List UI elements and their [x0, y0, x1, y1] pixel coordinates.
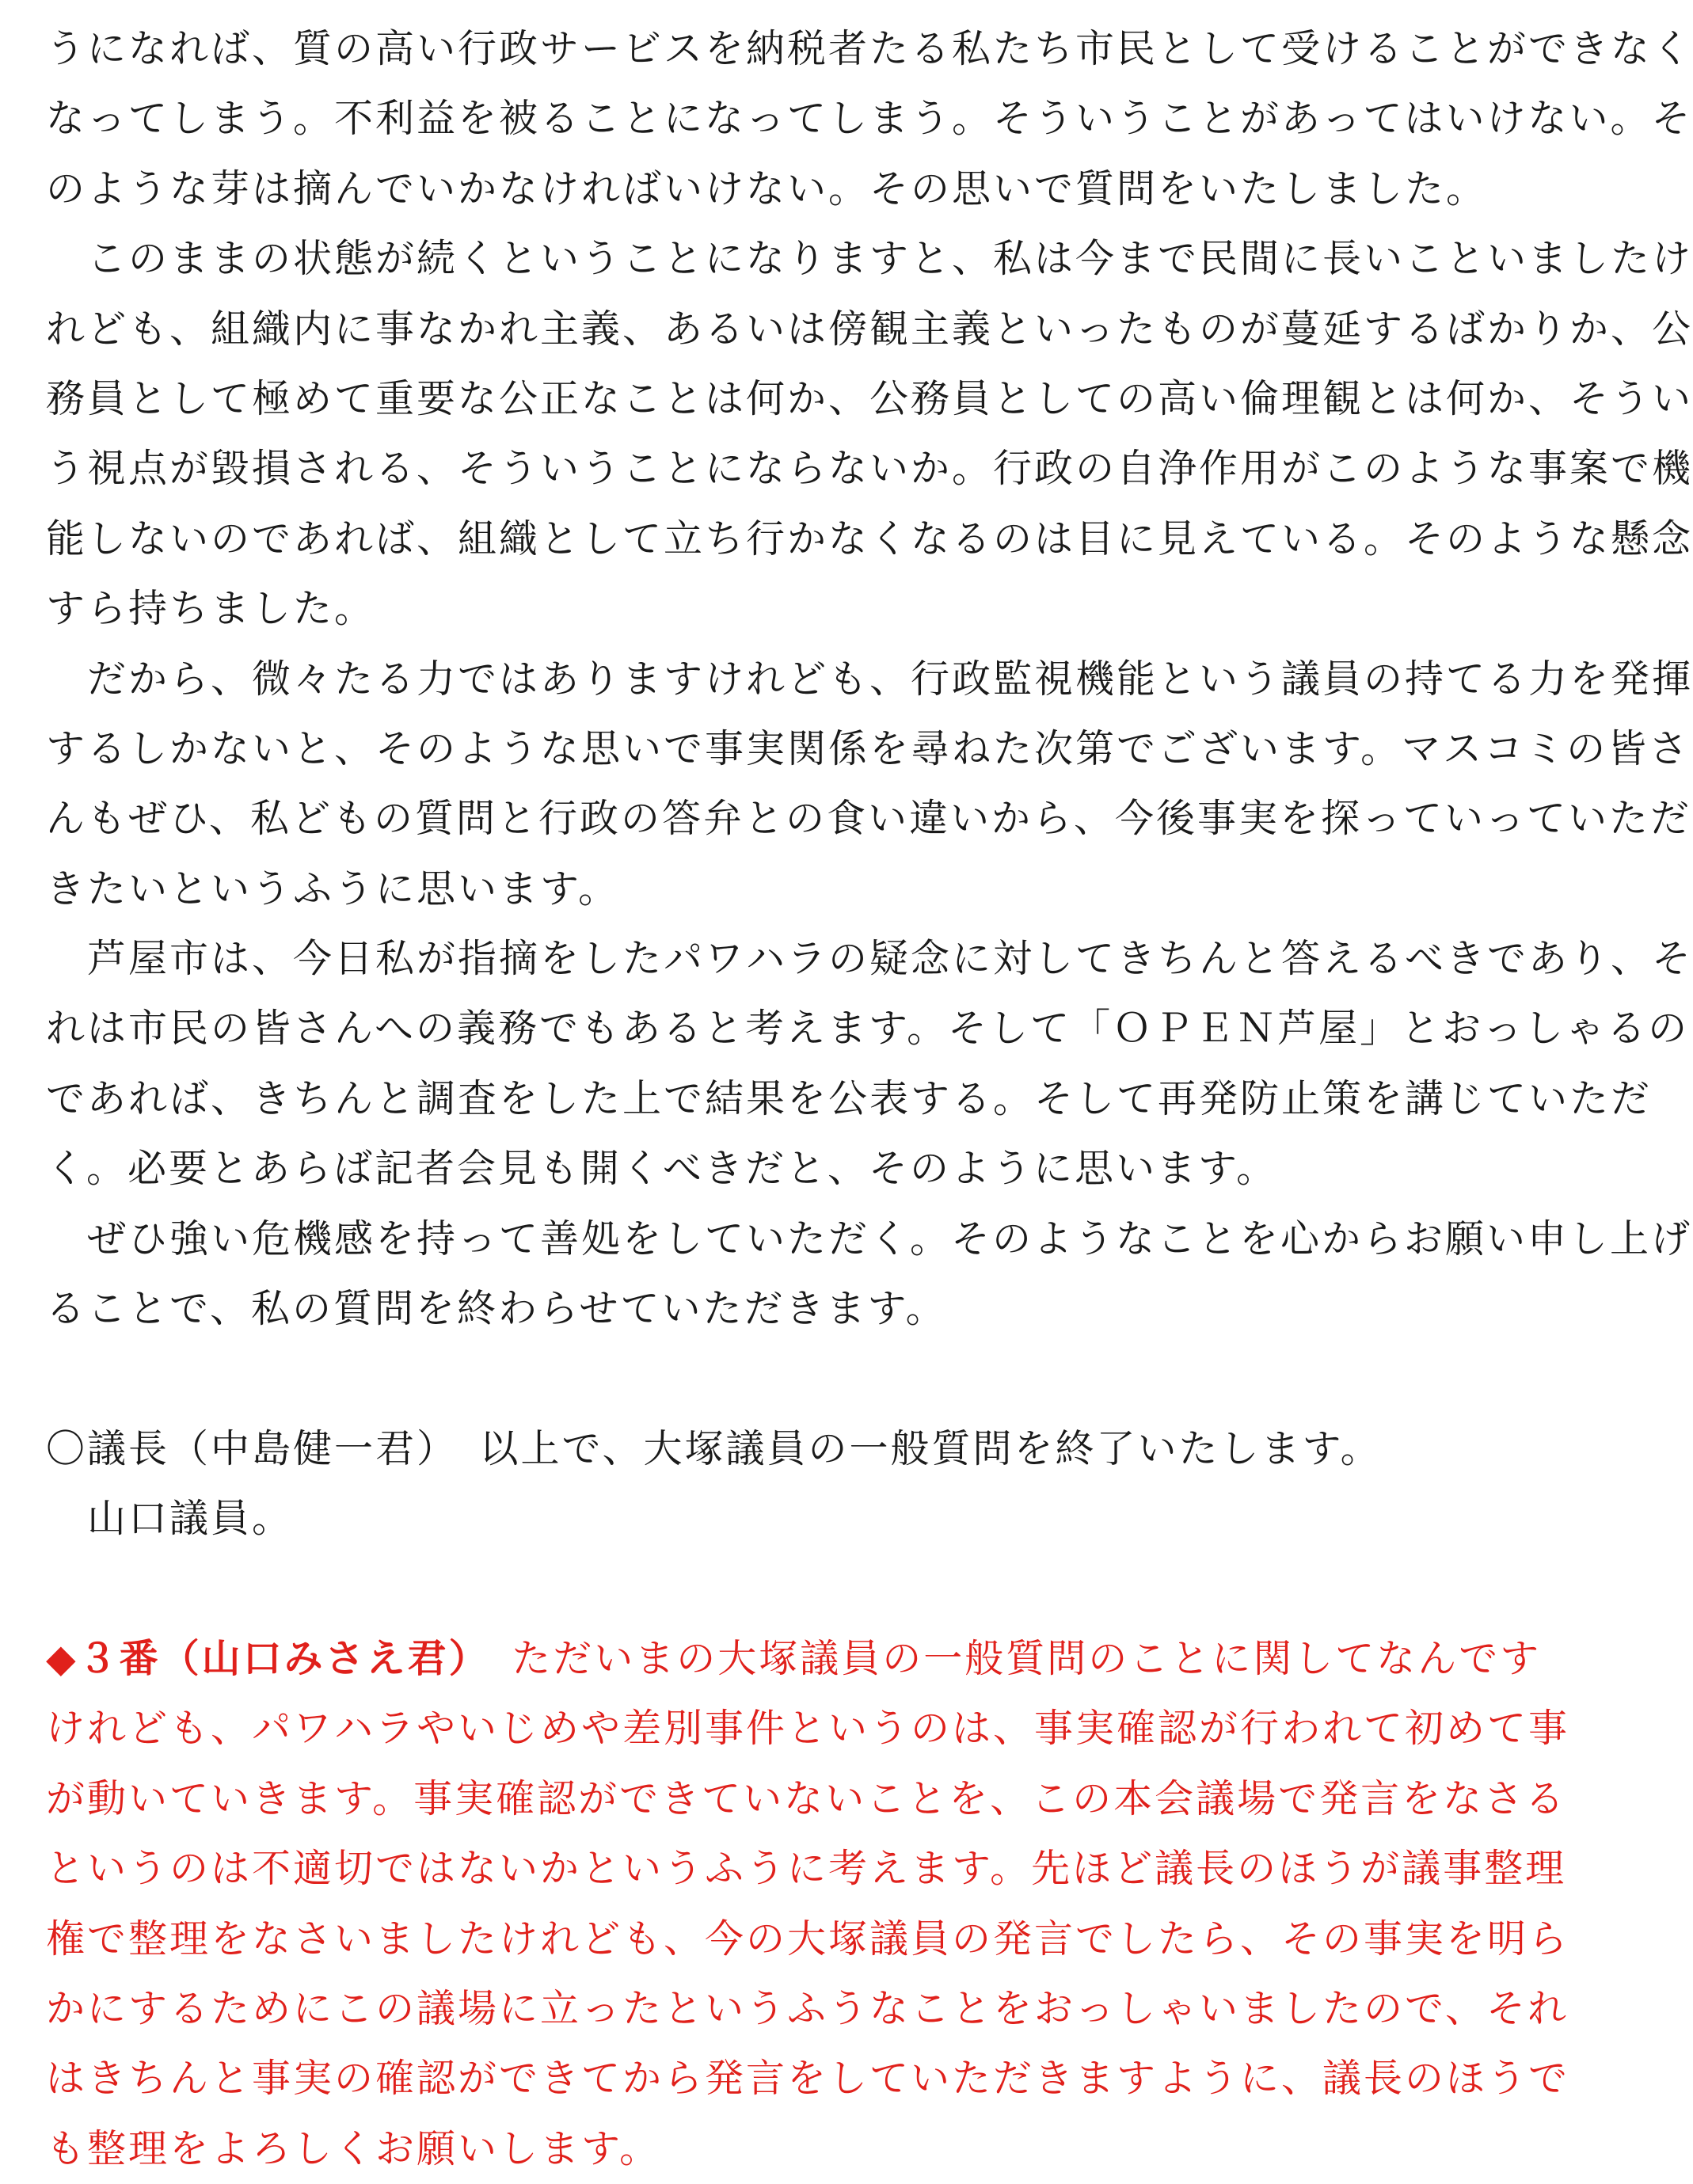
- text-line: れども、組織内に事なかれ主義、あるいは傍観主義といったものが蔓延するばかりか、公: [46, 306, 1693, 352]
- chair-line: 山口議員。: [46, 1496, 294, 1542]
- text-line: だから、微々たる力ではありますけれども、行政監視機能という議員の持てる力を発揮: [46, 656, 1693, 702]
- text-line: く。必要とあらば記者会見も開くべきだと、そのように思います。: [46, 1146, 1278, 1192]
- text-line: ることで、私の質問を終わらせていただきます。: [46, 1286, 947, 1332]
- text-line: れは市民の皆さんへの義務でもあると考えます。そして「ＯＰＥＮ芦屋」とおっしゃるの: [46, 1006, 1690, 1052]
- text-line: というのは不適切ではないかというふうに考えます。先ほど議長のほうが議事整理: [46, 1846, 1567, 1892]
- blank-line: [46, 1344, 1489, 1414]
- text-line: であれば、きちんと調査をした上で結果を公表する。そして再発防止策を講じていただ: [46, 1075, 1653, 1121]
- text-line: ぜひ強い危機感を持って善処をしていただく。そのようなことを心からお願い申し上げ: [46, 1216, 1693, 1261]
- text-line: のような芽は摘んでいかなければいけない。その思いで質問をいたしました。: [46, 166, 1488, 211]
- text-line: はきちんと事実の確認ができてから発言をしていただきますように、議長のほうで: [46, 2056, 1570, 2102]
- text-line: が動いていきます。事実確認ができていないことを、この本会議場で発言をなさる: [46, 1775, 1567, 1821]
- speech-first-line: [46, 1624, 1542, 1694]
- text-line: するしかないと、そのような思いで事実関係を尋ねた次第でございます。マスコミの皆さ: [46, 725, 1691, 771]
- text-line: も整理をよろしくお願いします。: [46, 2125, 661, 2171]
- text-line: うになれば、質の高い行政サービスを納税者たる私たち市民として受けることができなく: [46, 26, 1693, 71]
- text-line: かにするためにこの議場に立ったというふうなことをおっしゃいましたので、それ: [46, 1985, 1569, 2031]
- text-line: なってしまう。不利益を被ることになってしまう。そういうことがあってはいけない。そ: [46, 96, 1693, 142]
- speaker-label: ◆３番（山口みさえ君）: [46, 1635, 471, 1681]
- blank-line: [46, 1554, 1489, 1624]
- text-line: う視点が毀損される、そういうことにならないか。行政の自浄作用がこのような事案で機: [46, 446, 1693, 492]
- text-line: けれども、パワハラやいじめや差別事件というのは、事実確認が行われて初めて事: [46, 1706, 1570, 1752]
- red-speech: [46, 1624, 1570, 2184]
- text-line: このままの状態が続くということになりますと、私は今まで民間に長いこといましたけ: [46, 236, 1693, 282]
- chair-remark: [46, 1414, 1489, 1554]
- text-line: 権で整理をなさいましたけれども、今の大塚議員の発言でしたら、その事実を明ら: [46, 1916, 1570, 1961]
- text-line: 芦屋市は、今日私が指摘をしたパワハラの疑念に対してきちんと答えるべきであり、そ: [46, 936, 1693, 982]
- text-line: 務員として極めて重要な公正なことは何か、公務員としての高い倫理観とは何か、そうい: [46, 375, 1693, 421]
- speech-text: ただいまの大塚議員の一般質問のことに関してなんです: [470, 1635, 1542, 1681]
- text-line: んもぜひ、私どもの質問と行政の答弁との食い違いから、今後事実を探っていっていただ: [46, 796, 1692, 842]
- chair-line: 〇議長（中島健一君） 以上で、大塚議員の一般質問を終了いたします。: [46, 1425, 1382, 1471]
- text-line: 能しないのであれば、組織として立ち行かなくなるのは目に見えている。そのような懸念: [46, 516, 1693, 561]
- speech-continuation: [46, 14, 1693, 1344]
- text-line: すら持ちました。: [46, 586, 376, 632]
- text-line: きたいというふうに思います。: [46, 866, 620, 911]
